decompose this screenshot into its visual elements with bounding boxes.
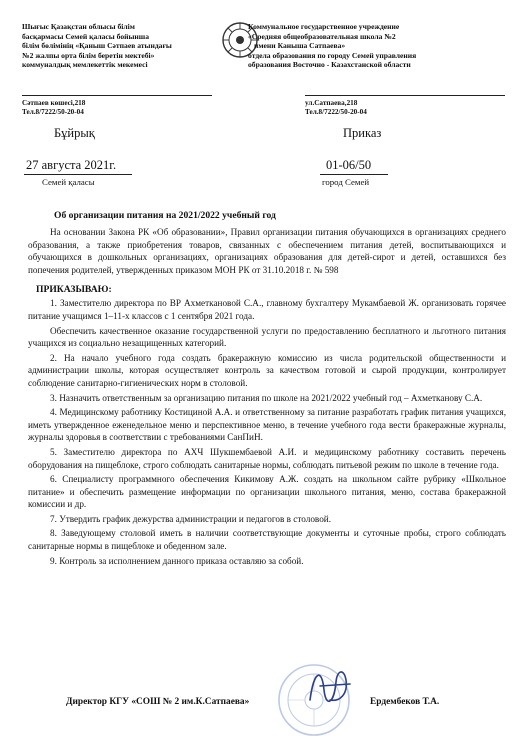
- order-item: 3. Назначить ответственным за организацию питания по школе на 2021/2022 учебный год – Ахметканову С.А.: [50, 392, 483, 403]
- header-right: [248, 22, 416, 70]
- order-number-rule: [320, 174, 388, 175]
- left-address-street: Сәтпаев көшесі,218: [22, 99, 86, 107]
- order-item: 5. Заместителю директора по АХЧ Шукшембаевой А.И. и медицинскому работнику составить перечень оборудования на пищеблоке, строго соблюдать санитарные нормы, соблюдать питьевой режим по школе в течение года.: [28, 446, 506, 470]
- header-left-line: білім бөлімінің «Қаныш Сәтпаев атындағы: [22, 41, 172, 51]
- header-rule-left: [22, 95, 212, 96]
- order-item: Обеспечить качественное оказание государственной услуги по предоставлению бесплатного и льготного питания учащихся из социально незащищенных категорий.: [28, 325, 506, 349]
- preamble-paragraph: На основании Закона РК «Об образовании», Правил организации питания обучающихся в организациях среднего образования, а также приобретения товаров, связанных с обеспечением питания детей, воспитывающихся и обучающихся в дошкольных организациях, организациях образования для детей-сирот и детей, оставшихся без попечения родителей, утвержденных приказом МОН РК от 31.10.2018 г. № 598: [28, 227, 506, 275]
- header-right-line: Коммунальное государственное учреждение: [248, 22, 400, 31]
- header-right-line: образования Восточно - Казахстанской области: [248, 60, 411, 70]
- header-left-line: коммуналдық мемлекеттік мекемесі: [22, 60, 148, 70]
- order-number: 01-06/50: [326, 158, 372, 172]
- header-right-line: «Средняя общеобразовательная школа №2: [248, 31, 396, 41]
- right-address-street: ул.Сатпаева,218: [305, 99, 358, 107]
- header-left-line: Шығыс Қазақстан облысы білім: [22, 22, 135, 31]
- header-left-line: басқармасы Семей қаласы бойынша: [22, 31, 149, 41]
- order-city-ru: город Семей: [322, 177, 370, 187]
- order-item: 1. Заместителю директора по ВР Ахметкановой С.А., главному бухгалтеру Мукамбаевой Ж. организовать горячее питание учащимся 1–11-х классов с 1 сентября 2021 года.: [28, 298, 506, 321]
- order-item: 6. Специалисту программного обеспечения Кикимову А.Ж. создать на школьном сайте рубрику «Школьное питание» и обеспечить размещение информации по организации школьного питания, меню, состава бракеражной комиссии и др.: [28, 474, 506, 510]
- signature: [300, 660, 360, 712]
- signatory-name: Ердембеков Т.А.: [370, 697, 440, 707]
- right-address-phone: Тел.8/7222/50-20-04: [305, 108, 367, 116]
- order-item: 9. Контроль за исполнением данного приказа оставляю за собой.: [50, 555, 304, 566]
- order-heading: ПРИКАЗЫВАЮ:: [36, 284, 112, 296]
- left-address-phone: Тел.8/7222/50-20-04: [22, 108, 84, 116]
- order-item: 2. На начало учебного года создать бракеражную комиссию из числа родительской общественности и администрации школы, которая осуществляет контроль за качеством готовой и сырой продукции, контролирует соблюдение санитарно-гигиенических норм в столовой.: [28, 352, 506, 388]
- order-label-kz: Бұйрық: [54, 126, 95, 140]
- order-date-rule: [24, 174, 132, 175]
- header-left-line: №2 жалпы орта білім беретін мектебі»: [22, 50, 155, 60]
- left-address: [22, 99, 85, 117]
- signatory-position: Директор КГУ «СОШ № 2 им.К.Сатпаева»: [66, 697, 250, 707]
- right-address: [305, 99, 367, 117]
- document-body: [28, 226, 506, 567]
- order-label-ru: Приказ: [343, 126, 382, 140]
- header-rule-right: [305, 95, 505, 96]
- header-left: [22, 22, 172, 70]
- order-date: 27 августа 2021г.: [26, 158, 117, 172]
- document-title: Об организации питания на 2021/2022 учебный год: [54, 210, 276, 221]
- order-item: 7. Утвердить график дежурства администрации и педагогов в столовой.: [50, 513, 331, 524]
- header-right-line: отдела образования по городу Семей управления: [248, 50, 417, 60]
- header-right-line: имени Каныша Сатпаева»: [254, 41, 346, 51]
- order-item: 8. Заведующему столовой иметь в наличии соответствующие документы и суточные пробы, строго соблюдать санитарные нормы в пищеблоке и обеденном зале.: [28, 528, 506, 552]
- order-city-kz: Семей қаласы: [42, 177, 95, 187]
- order-item: 4. Медицинскому работнику Костициной А.А. и ответственному за питание разработать график питания учащихся, иметь утвержденное еженедельное меню и перспективное меню, в течение учебного года вести бракеражные журналы, журналы здоровья в соответствии с требованиями СанПиН.: [28, 407, 506, 443]
